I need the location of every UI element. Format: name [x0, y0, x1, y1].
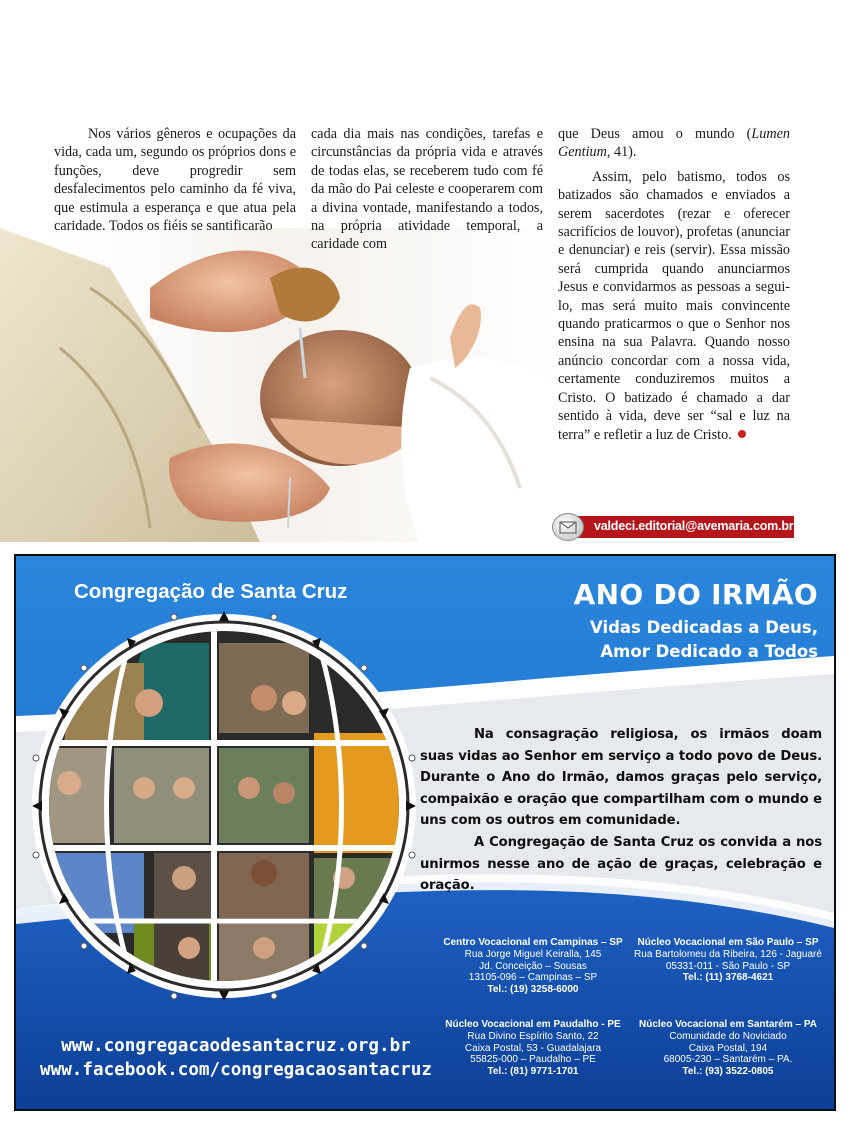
ad-body-text	[420, 724, 822, 897]
ano-do-irmao-title: ANO DO IRMÃO	[573, 578, 818, 611]
email-background	[572, 516, 794, 538]
contact-phone: Tel.: (11) 3768-4621	[682, 972, 774, 984]
contact-address: Rua Jorge Miguel Keiralla, 145	[464, 948, 602, 960]
article-column-3	[558, 125, 790, 444]
contact-address: Jd. Conceição – Sousas	[479, 960, 587, 972]
ad-paragraph: Na consagração religiosa, os irmãos doam suas vidas ao Senhor em serviço a todo povo de Deus. Durante o Ano do Irmão, damos graças pelo serviço, compaixão e oração que compartilham com o mundo e uns com os outros em comunidade.	[420, 727, 822, 829]
contact-address: 05331-011 - São Paulo - SP	[665, 960, 791, 972]
contact-address: Comunidade do Noviciado	[669, 1030, 787, 1042]
lumen-gentium-citation: Lumen Gentium	[558, 126, 790, 161]
contact-title: Centro Vocacional em Campinas – SP	[443, 937, 623, 948]
text-span: Assim, pelo batismo, todos os batizados são chamados e enviados a serem sacerdotes (rezar e oferecer sacrifícios de louvor), profetas (anunciar e denunciar) e reis (servir). Essa missão será cumprida quando anunciarmos Jesus e convidarmos as pessoas a segui-lo, mas será muito mais convincente quando praticarmos o que o Senhor nos ensina na sua Palavra. Quando nosso anúncio concordar com a nossa vida, certamente conduziremos muitos a Cristo. O batizado é chamado a dar sentido à vida, deve ser “sal e luz na terra” e refletir a luz de Cristo.	[558, 168, 790, 443]
contact-phone: Tel.: (81) 9771-1701	[487, 1066, 579, 1078]
facebook-link[interactable]: www.facebook.com/congregacaosantacruz	[40, 1060, 432, 1080]
article-paragraph: Nos vários gêneros e ocupações da vida, cada um, segundo os próprios dons e funções, deve progredir sem desfalecimentos pelo caminho da fé viva, que estimula a esperança e que atua pela caridade. Todos os fiéis se santificarão	[54, 126, 296, 235]
article-column-2	[311, 125, 543, 254]
advertisement	[14, 554, 836, 1111]
contact-campinas	[433, 937, 633, 996]
article-column-1	[54, 125, 296, 235]
text-span: , 41).	[606, 144, 637, 161]
baptism-photo	[0, 228, 560, 542]
contact-paudalho	[433, 1019, 633, 1078]
contact-title: Núcleo Vocacional em Santarém – PA	[638, 1019, 818, 1030]
contact-title: Núcleo Vocacional em São Paulo – SP	[637, 937, 819, 948]
congregation-title: Congregação de Santa Cruz	[74, 580, 348, 603]
text-span: que Deus amou o mundo (	[558, 126, 752, 142]
envelope-icon	[552, 513, 584, 541]
contact-santarem	[628, 1019, 828, 1078]
contact-address: 55825-000 – Paudalho – PE	[470, 1054, 596, 1066]
contact-sao-paulo	[628, 937, 828, 984]
website-link[interactable]: www.congregacaodesantacruz.org.br	[61, 1036, 411, 1056]
author-email-bar[interactable]	[552, 513, 794, 539]
contact-address: Caixa Postal, 53 - Guadalajara	[464, 1042, 602, 1054]
ad-subtitle	[458, 616, 818, 664]
subtitle-line-2: Amor Dedicado a Todos	[600, 642, 818, 661]
contact-address: Caixa Postal, 194	[688, 1042, 768, 1054]
contact-address: Rua Divino Espírito Santo, 22	[467, 1030, 599, 1042]
end-mark-icon	[738, 430, 746, 438]
contact-address: 13105-096 – Campinas – SP	[468, 972, 598, 984]
contact-address: Rua Bartolomeu da Ribeira, 126 - Jaguaré	[634, 948, 822, 960]
subtitle-line-1: Vidas Dedicadas a Deus,	[589, 618, 818, 637]
contact-address: 68005-230 – Santarém – PA.	[663, 1054, 793, 1066]
contact-phone: Tel.: (93) 3522-0805	[682, 1066, 774, 1078]
ad-paragraph: A Congregação de Santa Cruz os convida a nos unirmos nesse ano de ação de graças, celebração e oração.	[420, 834, 822, 894]
article-paragraph-end	[558, 125, 790, 162]
author-email[interactable]: valdeci.editorial@avemaria.com.br	[594, 519, 794, 533]
globe-photo-collage	[24, 603, 424, 1010]
article-paragraph: cada dia mais nas condições, tarefas e circunstâncias da própria vida e através de todas elas, se receberem tudo com fé da mão do Pai celeste e cooperarem com a divina vontade, manifestando a todos, na própria atividade temporal, a caridade com	[311, 126, 543, 253]
article-paragraph	[558, 168, 790, 444]
contact-phone: Tel.: (19) 3258-6000	[487, 984, 579, 996]
contact-title: Núcleo Vocacional em Paudalho - PE	[445, 1019, 621, 1030]
